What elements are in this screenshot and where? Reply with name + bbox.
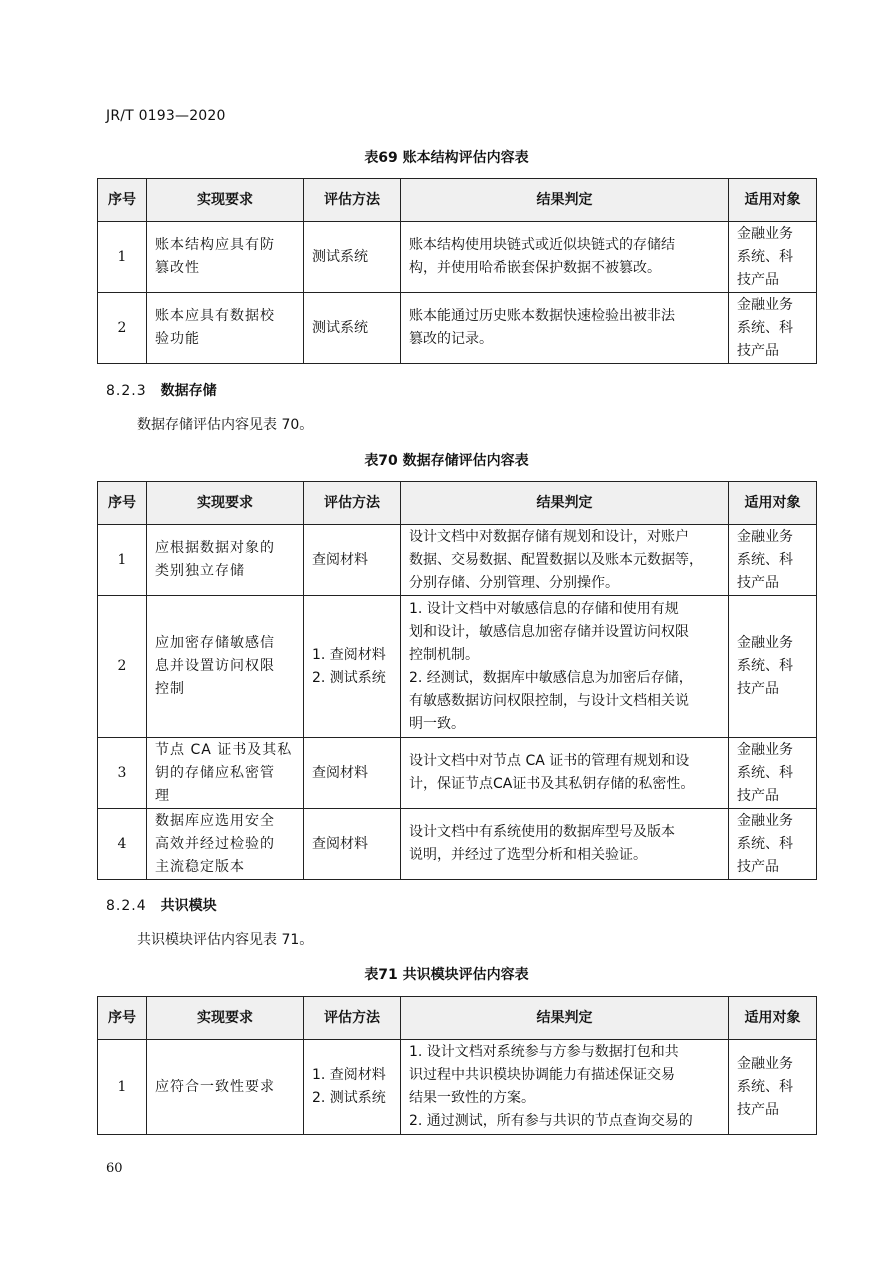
requirement-line: 主流稳定版本 (155, 858, 245, 875)
target-line: 金融业务 (737, 812, 793, 829)
header-col-requirement: 实现要求 (147, 997, 304, 1040)
row-method (304, 525, 401, 596)
table-row (98, 738, 817, 809)
method-line: 1. 查阅材料 (312, 1067, 386, 1083)
table-header (98, 482, 817, 525)
table71-caption: 表71 共识模块评估内容表 (364, 967, 529, 983)
header-col-target: 适用对象 (729, 179, 817, 222)
section-8-2-4-intro: 共识模块评估内容见表 71。 (137, 932, 314, 948)
table-row (98, 1040, 817, 1135)
result-line: 篡改的记录。 (409, 331, 493, 347)
header-col-number: 序号 (98, 179, 147, 222)
row-method (304, 222, 401, 293)
standard-number: JR/T 0193—2020 (106, 108, 226, 124)
table-row (98, 222, 817, 293)
row-result (401, 293, 729, 364)
header-col-number: 序号 (98, 482, 147, 525)
header-col-result: 结果判定 (401, 179, 729, 222)
target-line: 系统、科 (737, 319, 793, 336)
target-line: 系统、科 (737, 658, 793, 674)
requirement-line: 高效并经过检验的 (155, 835, 275, 852)
target-line: 金融业务 (737, 741, 793, 758)
target-line: 金融业务 (737, 1055, 793, 1072)
row-requirement (147, 596, 304, 738)
table70 (97, 481, 817, 880)
requirement-line: 数据库应选用安全 (155, 812, 275, 829)
table-body (98, 525, 817, 880)
row-method (304, 596, 401, 738)
row-number: 2 (98, 293, 147, 364)
table-body (98, 1040, 817, 1135)
header-col-method: 评估方法 (304, 179, 401, 222)
requirement-line: 节点 CA 证书及其私 (155, 741, 293, 758)
requirement-line: 理 (155, 787, 170, 804)
row-number: 2 (98, 596, 147, 738)
target-line: 系统、科 (737, 764, 793, 781)
result-line: 1. 设计文档对系统参与方参与数据打包和共 (409, 1044, 679, 1060)
target-line: 金融业务 (737, 296, 793, 313)
result-line: 结果一致性的方案。 (409, 1090, 535, 1106)
row-method (304, 809, 401, 880)
row-number: 1 (98, 222, 147, 293)
header-row (98, 997, 817, 1040)
table-body (98, 222, 817, 364)
row-number: 3 (98, 738, 147, 809)
row-target (729, 525, 817, 596)
row-requirement (147, 738, 304, 809)
result-line: 设计文档中对数据存储有规划和设计，对账户 (409, 528, 689, 545)
header-col-method: 评估方法 (304, 482, 401, 525)
table69-caption: 表69 账本结构评估内容表 (364, 150, 529, 166)
section-title: 共识模块 (160, 898, 217, 914)
row-method (304, 1040, 401, 1135)
target-line: 系统、科 (737, 551, 793, 568)
header-col-target: 适用对象 (729, 997, 817, 1040)
header-col-result: 结果判定 (401, 997, 729, 1040)
section-8-2-3-intro: 数据存储评估内容见表 70。 (137, 417, 314, 433)
header-col-method: 评估方法 (304, 997, 401, 1040)
requirement-line: 账本应具有数据校 (155, 308, 275, 324)
requirement-line: 验功能 (155, 331, 200, 347)
requirement-line: 类别独立存储 (155, 563, 245, 579)
table-header (98, 997, 817, 1040)
requirement-line: 息并设置访问权限 (155, 658, 275, 674)
result-line: 控制机制。 (409, 646, 479, 663)
target-line: 金融业务 (737, 528, 793, 545)
requirement-line: 账本结构应具有防 (155, 237, 275, 253)
result-line: 数据、交易数据、配置数据以及账本元数据等， (409, 551, 703, 568)
row-requirement (147, 293, 304, 364)
requirement-line: 控制 (155, 681, 185, 697)
row-target (729, 293, 817, 364)
header-col-result: 结果判定 (401, 482, 729, 525)
result-line: 识过程中共识模块协调能力有描述保证交易 (409, 1067, 675, 1083)
target-line: 金融业务 (737, 635, 793, 651)
result-line: 2. 经测试，数据库中敏感信息为加密后存储， (409, 669, 693, 686)
row-requirement (147, 1040, 304, 1135)
table-header (98, 179, 817, 222)
result-line: 账本结构使用块链式或近似块链式的存储结 (409, 237, 675, 253)
method-line: 查阅材料 (312, 551, 368, 568)
section-8-2-3-heading (106, 380, 217, 400)
table-row (98, 293, 817, 364)
table70-caption: 表70 数据存储评估内容表 (364, 453, 529, 469)
result-line: 账本能通过历史账本数据快速检验出被非法 (409, 308, 675, 324)
row-target (729, 222, 817, 293)
row-result (401, 738, 729, 809)
requirement-line: 应符合一致性要求 (155, 1078, 275, 1095)
method-line: 2. 测试系统 (312, 669, 386, 686)
result-line: 设计文档中有系统使用的数据库型号及版本 (409, 824, 675, 840)
target-line: 技产品 (737, 574, 779, 591)
row-requirement (147, 222, 304, 293)
header-col-requirement: 实现要求 (147, 482, 304, 525)
row-number: 1 (98, 525, 147, 596)
row-requirement (147, 525, 304, 596)
row-number: 4 (98, 809, 147, 880)
row-result (401, 1040, 729, 1135)
page-number: 60 (106, 1161, 123, 1176)
requirement-line: 篡改性 (155, 260, 200, 276)
result-line: 明一致。 (409, 715, 465, 732)
row-requirement (147, 809, 304, 880)
method-line: 测试系统 (312, 319, 368, 336)
table-row (98, 596, 817, 738)
target-line: 技产品 (737, 858, 779, 875)
requirement-line: 钥的存储应私密管 (155, 764, 275, 781)
result-line: 设计文档中对节点 CA 证书的管理有规划和设 (409, 753, 690, 769)
table-row (98, 809, 817, 880)
row-target (729, 809, 817, 880)
method-line: 测试系统 (312, 248, 368, 265)
method-line: 2. 测试系统 (312, 1090, 386, 1106)
result-line: 说明，并经过了选型分析和相关验证。 (409, 847, 647, 863)
row-result (401, 222, 729, 293)
table71 (97, 996, 817, 1135)
section-number: 8.2.3 (106, 383, 147, 399)
method-line: 查阅材料 (312, 764, 368, 781)
result-line: 1. 设计文档中对敏感信息的存储和使用有规 (409, 600, 679, 617)
target-line: 技产品 (737, 271, 779, 288)
section-8-2-4-heading (106, 895, 217, 915)
result-line: 分别存储、分别管理、分别操作。 (409, 574, 619, 591)
row-method (304, 738, 401, 809)
target-line: 系统、科 (737, 835, 793, 852)
target-line: 技产品 (737, 681, 779, 697)
result-line: 划和设计，敏感信息加密存储并设置访问权限 (409, 623, 689, 640)
row-target (729, 738, 817, 809)
target-line: 技产品 (737, 342, 779, 359)
row-result (401, 596, 729, 738)
method-line: 1. 查阅材料 (312, 646, 386, 663)
target-line: 金融业务 (737, 225, 793, 242)
section-title: 数据存储 (160, 383, 217, 399)
method-line: 查阅材料 (312, 835, 368, 852)
requirement-line: 应加密存储敏感信 (155, 635, 275, 651)
header-row (98, 179, 817, 222)
target-line: 系统、科 (737, 1078, 793, 1095)
header-col-requirement: 实现要求 (147, 179, 304, 222)
header-row (98, 482, 817, 525)
result-line: 有敏感数据访问权限控制，与设计文档相关说 (409, 692, 689, 709)
row-method (304, 293, 401, 364)
result-line: 2. 通过测试，所有参与共识的节点查询交易的 (409, 1113, 693, 1129)
target-line: 技产品 (737, 787, 779, 804)
row-target (729, 1040, 817, 1135)
row-number: 1 (98, 1040, 147, 1135)
table-row (98, 525, 817, 596)
result-line: 构，并使用哈希嵌套保护数据不被篡改。 (409, 260, 661, 276)
row-result (401, 525, 729, 596)
section-number: 8.2.4 (106, 898, 147, 914)
target-line: 系统、科 (737, 248, 793, 265)
header-col-number: 序号 (98, 997, 147, 1040)
requirement-line: 应根据数据对象的 (155, 540, 275, 556)
result-line: 计，保证节点CA证书及其私钥存储的私密性。 (409, 776, 695, 792)
header-col-target: 适用对象 (729, 482, 817, 525)
row-target (729, 596, 817, 738)
row-result (401, 809, 729, 880)
target-line: 技产品 (737, 1101, 779, 1118)
table69 (97, 178, 817, 364)
